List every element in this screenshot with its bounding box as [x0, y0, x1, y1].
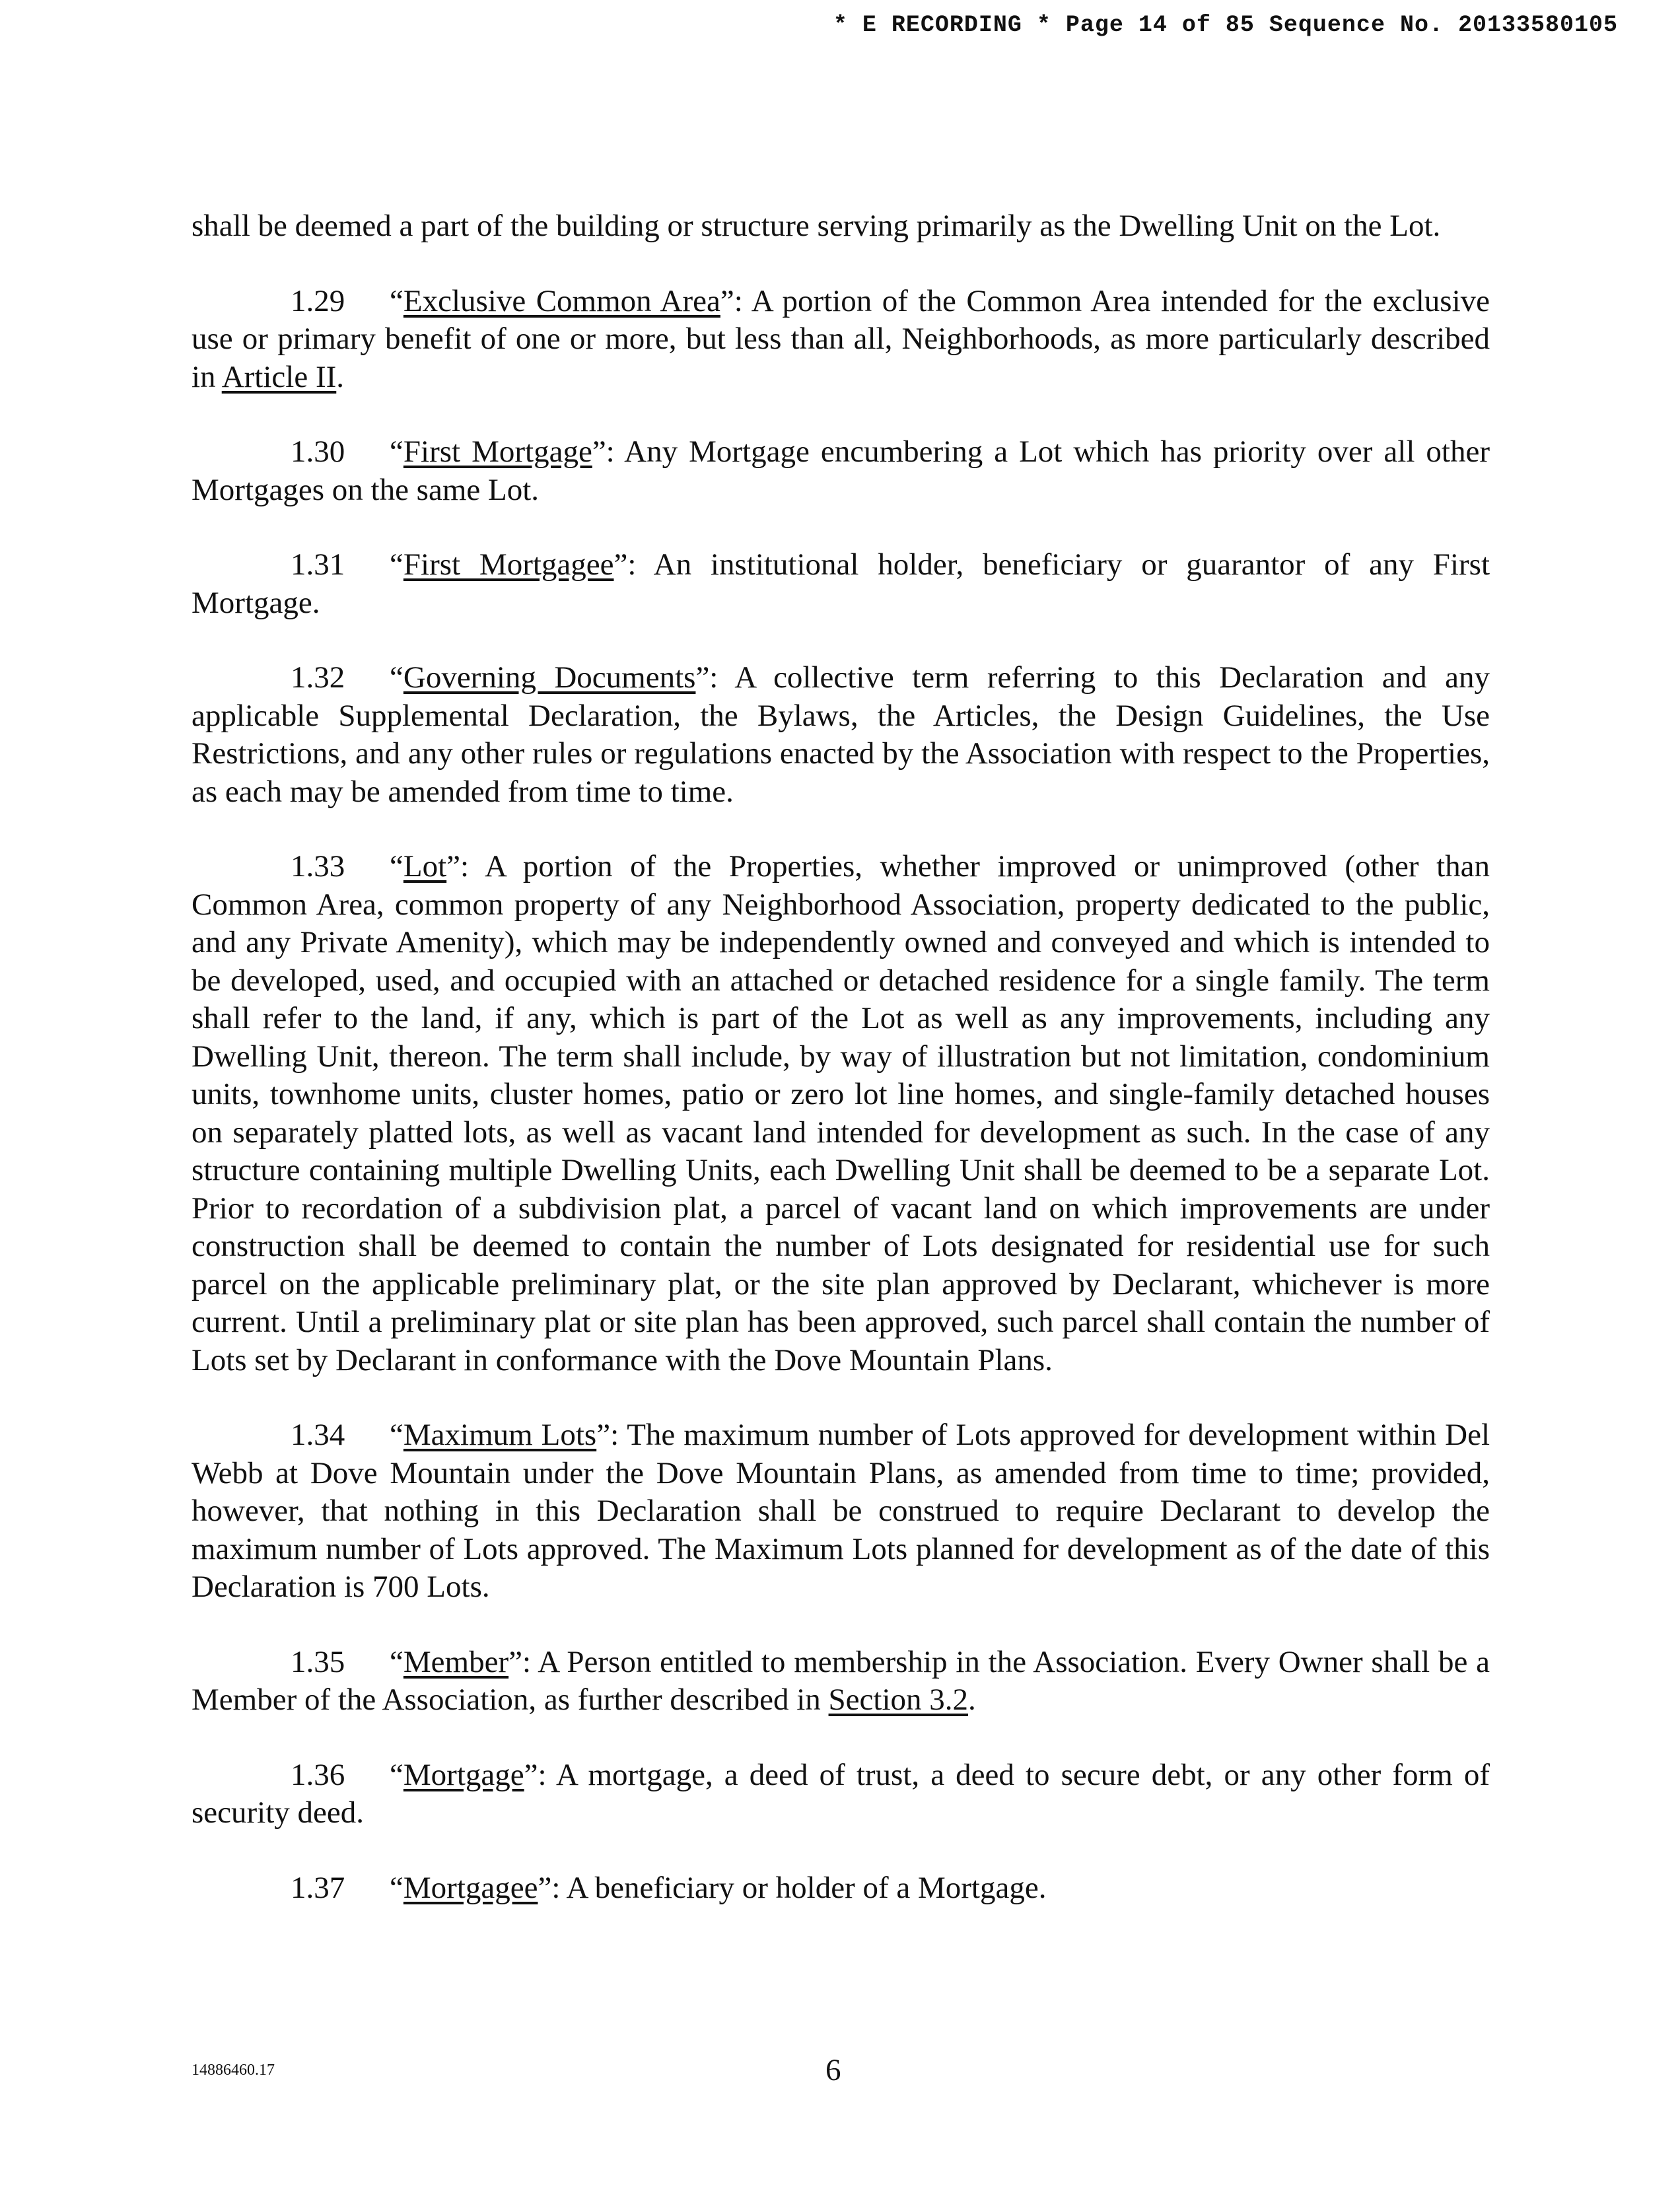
close-quote: ”:: [592, 434, 625, 469]
open-quote: “: [390, 660, 403, 695]
defined-term: Mortgagee: [403, 1870, 538, 1905]
close-quote: ”:: [538, 1870, 567, 1905]
definition-body: A portion of the Common Area intended for the exclusive use or primary benefit of one or more, but less than all, Neighborhoods, as more particularly described in: [192, 283, 1490, 394]
page-number: 6: [825, 2053, 841, 2087]
cross-reference: Article II: [221, 359, 337, 394]
definition-1-32: [192, 659, 1490, 811]
definition-body: Any Mortgage encumbering a Lot which has priority over all other Mortgages on the same Lot.: [192, 434, 1490, 507]
definition-1-29: [192, 283, 1490, 397]
close-quote: ”:: [720, 283, 752, 318]
close-quote: ”:: [613, 547, 654, 582]
open-quote: “: [390, 1418, 403, 1452]
definition-body: A Person entitled to membership in the Association. Every Owner shall be a Member of the Association, as further described in: [192, 1644, 1490, 1717]
definition-1-35: [192, 1644, 1490, 1719]
close-quote: ”:: [596, 1418, 627, 1452]
defined-term: Mortgage: [403, 1757, 524, 1792]
close-quote: ”:: [446, 849, 485, 884]
cross-reference: Section 3.2: [828, 1683, 969, 1717]
definition-body: A collective term referring to this Declaration and any applicable Supplemental Declaration, the Bylaws, the Articles, the Design Guidelines, the Use Restrictions, and any other rules or regulations enacted by the Association with respect to the Properties, as each may be amended from time to time.: [192, 660, 1490, 809]
paragraph-body: shall be deemed a part of the building or structure serving primarily as the Dwelling Unit on the Lot.: [192, 209, 1441, 243]
open-quote: “: [390, 1870, 403, 1905]
section-number: 1.32: [291, 660, 345, 695]
section-number: 1.29: [291, 283, 345, 318]
section-number: 1.35: [291, 1644, 345, 1679]
open-quote: “: [390, 283, 403, 318]
open-quote: “: [390, 1644, 403, 1679]
close-quote: ”:: [695, 660, 735, 695]
open-quote: “: [390, 547, 403, 582]
section-number: 1.33: [291, 849, 345, 884]
section-number: 1.31: [291, 547, 345, 582]
defined-term: Lot: [403, 849, 447, 884]
definition-body: A mortgage, a deed of trust, a deed to secure debt, or any other form of security deed.: [192, 1757, 1490, 1830]
section-number: 1.36: [291, 1757, 345, 1792]
section-number: 1.37: [291, 1870, 345, 1905]
definition-body: The maximum number of Lots approved for development within Del Webb at Dove Mountain under the Dove Mountain Plans, as amended from time to time; provided, however, that nothing in this Declaration shall be construed to require Declarant to develop the maximum number of Lots approved. The Maximum Lots planned for development as of the date of this Declaration is 700 Lots.: [192, 1418, 1490, 1604]
defined-term: Member: [403, 1644, 509, 1679]
close-quote: ”:: [524, 1757, 557, 1792]
open-quote: “: [390, 849, 403, 884]
definition-1-31: [192, 546, 1490, 622]
definition-body: A portion of the Properties, whether improved or unimproved (other than Common Area, common property of any Neighborhood Association, property dedicated to the public, and any Private Amenity), which may be independently owned and conveyed and which is intended to be developed, used, and occupied with an attached or detached residence for a single family. The term shall refer to the land, if any, which is part of the Lot as well as any improvements, including any Dwelling Unit, thereon. The term shall include, by way of illustration but not limitation, condominium units, townhome units, cluster homes, patio or zero lot line homes, and single-family detached houses on separately platted lots, as well as vacant land intended for development as such. In the case of any structure containing multiple Dwelling Units, each Dwelling Unit shall be deemed to be a separate Lot. Prior to recordation of a subdivision plat, a parcel of vacant land on which improvements are under construction shall be deemed to contain the number of Lots designated for residential use for such parcel on the applicable preliminary plat, or the site plan approved by Declarant, whichever is more current. Until a preliminary plat or site plan has been approved, such parcel shall contain the number of Lots set by Declarant in conformance with the Dove Mountain Plans.: [192, 849, 1490, 1377]
definition-1-36: [192, 1756, 1490, 1832]
defined-term: Governing Documents: [403, 660, 696, 695]
definition-tail: .: [968, 1683, 976, 1717]
defined-term: Exclusive Common Area: [403, 283, 720, 318]
definition-1-33: [192, 848, 1490, 1379]
defined-term: Maximum Lots: [403, 1418, 597, 1452]
recording-header: * E RECORDING * Page 14 of 85 Sequence No. 20133580105: [833, 12, 1618, 38]
definition-tail: .: [336, 359, 345, 394]
defined-term: First Mortgage: [403, 434, 592, 469]
open-quote: “: [390, 434, 403, 469]
document-body: [192, 207, 1490, 1944]
definition-body: A beneficiary or holder of a Mortgage.: [566, 1870, 1047, 1905]
definition-1-37: [192, 1869, 1490, 1908]
section-number: 1.34: [291, 1418, 345, 1452]
section-number: 1.30: [291, 434, 345, 469]
close-quote: ”:: [508, 1644, 538, 1679]
definition-1-34: [192, 1416, 1490, 1607]
defined-term: First Mortgagee: [403, 547, 614, 582]
definition-1-30: [192, 433, 1490, 509]
open-quote: “: [390, 1757, 403, 1792]
definition-body: An institutional holder, beneficiary or guarantor of any First Mortgage.: [192, 547, 1490, 620]
continuation-paragraph: [192, 207, 1490, 246]
document-id: 14886460.17: [192, 2062, 275, 2079]
